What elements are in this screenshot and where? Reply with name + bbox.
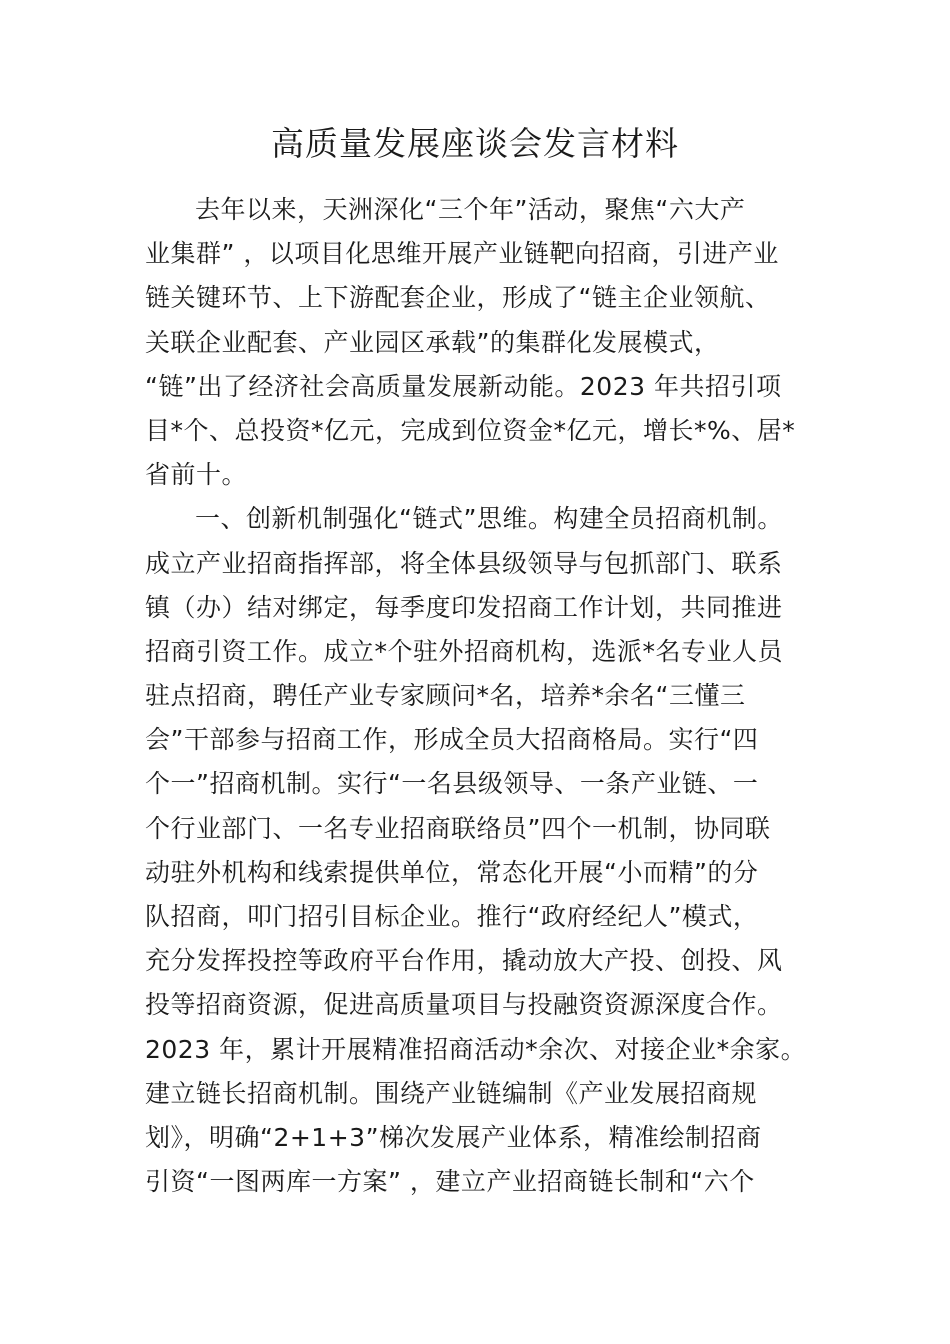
- body-line: 队招商，叩门招引目标企业。推行“政府经纪人”模式，: [145, 902, 759, 931]
- section-heading-line: 一、创新机制强化“链式”思维。构建全员招商机制。: [195, 504, 783, 534]
- body-line: 建立链长招商机制。围绕产业链编制《产业发展招商规: [145, 1078, 758, 1108]
- body-line: 引资“一图两库一方案” ，建立产业招商链长制和“六个: [145, 1167, 755, 1197]
- body-line: 镇（办）结对绑定，每季度印发招商工作计划，共同推进: [145, 592, 783, 622]
- body-line: 划》，明确“2+1+3”梯次发展产业体系，精准绘制招商: [145, 1122, 762, 1152]
- document-title: 高质量发展座谈会发言材料: [271, 124, 679, 163]
- body-line: 成立产业招商指挥部，将全体县级领导与包抓部门、联系: [145, 548, 783, 578]
- body-line: 动驻外机构和线索提供单位，常态化开展“小而精”的分: [145, 857, 759, 887]
- body-line: 关联企业配套、产业园区承载”的集群化发展模式，: [145, 327, 720, 357]
- body-line: “链”出了经济社会高质量发展新动能。2023 年共招引项: [145, 371, 782, 401]
- document-body: [145, 188, 825, 1204]
- body-line: 个行业部门、一名专业招商联络员”四个一机制，协同联: [145, 813, 771, 843]
- body-line: 个一”招商机制。实行“一名县级领导、一条产业链、一: [145, 769, 759, 799]
- body-line: 充分发挥投控等政府平台作用，撬动放大产投、创投、风: [145, 946, 783, 976]
- body-line: 会”干部参与招商工作，形成全员大招商格局。实行“四: [145, 725, 759, 755]
- body-line: 业集群” ，以项目化思维开展产业链靶向招商，引进产业: [145, 239, 779, 269]
- body-line: 驻点招商，聘任产业专家顾问*名，培养*余名“三懂三: [145, 681, 746, 711]
- body-line: 目*个、总投资*亿元，完成到位资金*亿元，增长*%、居*: [145, 415, 796, 445]
- body-line: 招商引资工作。成立*个驻外招商机构，选派*名专业人员: [145, 636, 784, 666]
- body-line: 去年以来，天洲深化“三个年”活动，聚焦“六大产: [195, 195, 746, 224]
- body-line: 省前十。: [145, 460, 248, 490]
- body-line: 2023 年，累计开展精准招商活动*余次、对接企业*余家。: [145, 1034, 807, 1064]
- body-line: 链关键环节、上下游配套企业，形成了“链主企业领航、: [145, 283, 771, 313]
- body-line: 投等招商资源，促进高质量项目与投融资资源深度合作。: [145, 990, 783, 1020]
